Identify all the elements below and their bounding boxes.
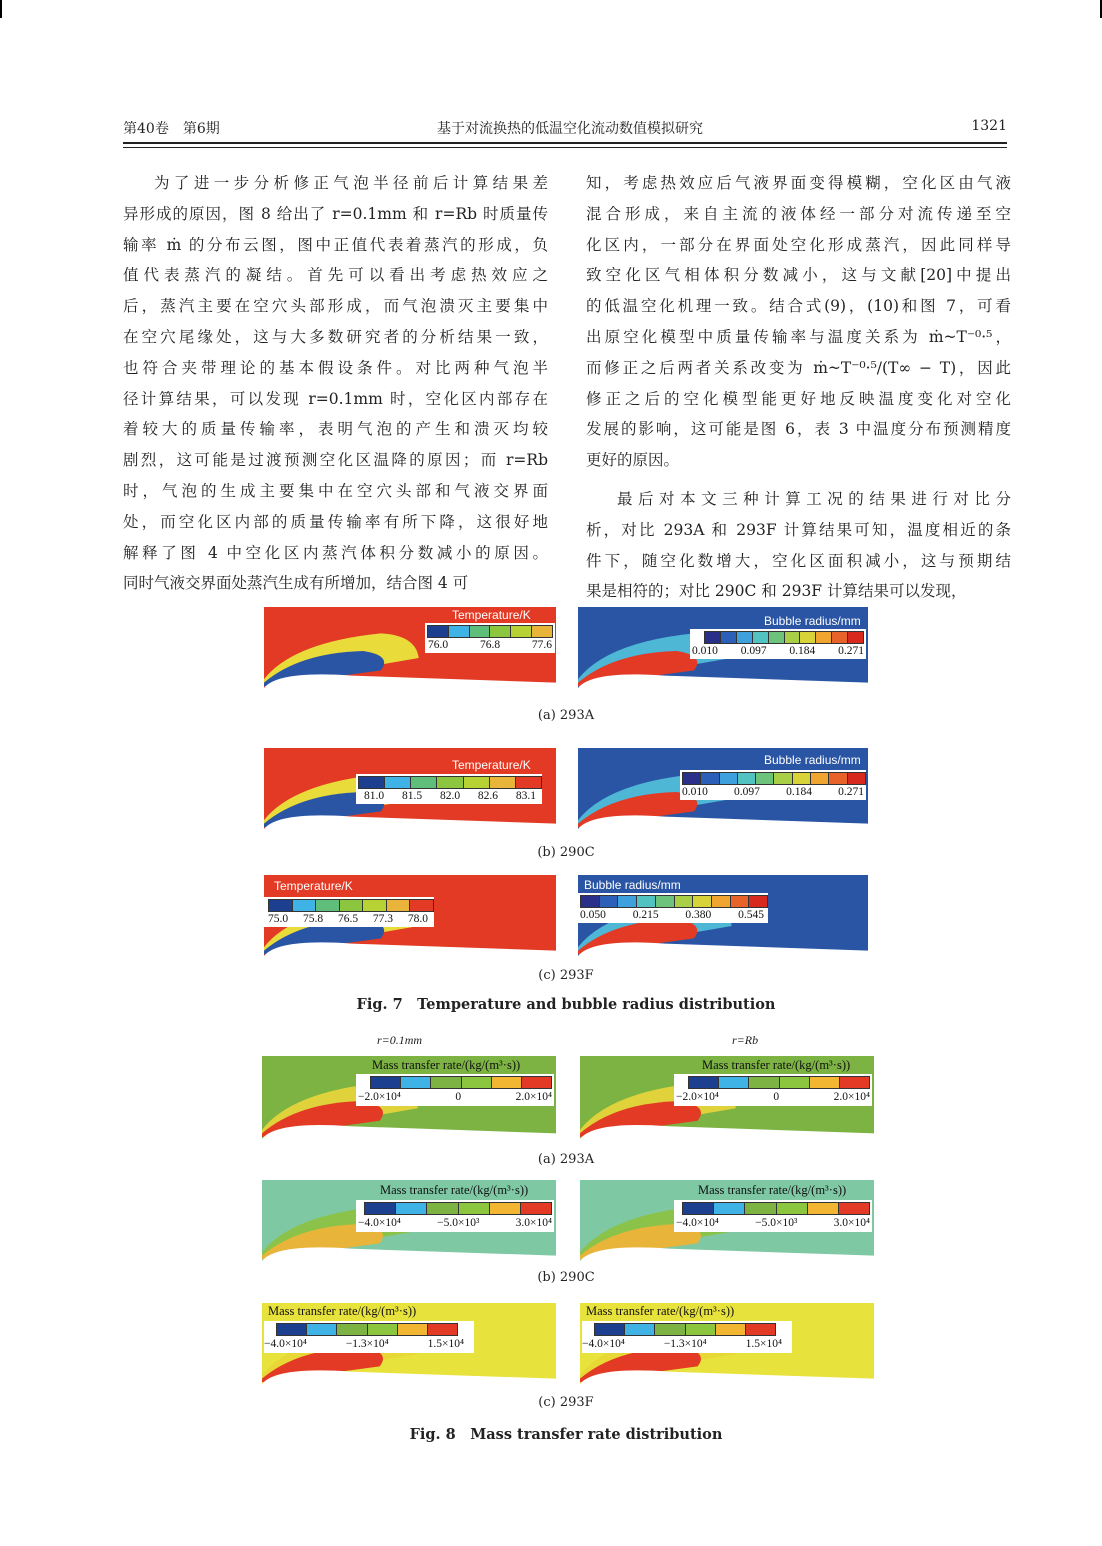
colorbar-tick-label: 77.3 — [372, 913, 394, 925]
colorbar-swatch — [532, 626, 552, 637]
colorbar-tick-label: 0.271 — [838, 786, 864, 798]
colorbar-tick-label: 0.184 — [786, 786, 812, 798]
body-right-column — [586, 168, 1011, 607]
text-line: 值代表蒸汽的凝结。首先可以看出考虑热效应之 — [123, 266, 548, 285]
text-line: 致空化区气相体积分数减小，这与文献[20]中提出 — [586, 266, 1011, 285]
colorbar-swatch — [307, 1324, 337, 1335]
colorbar-swatch — [780, 1077, 810, 1088]
colorbar-swatch — [738, 773, 756, 784]
colorbar-swatch — [737, 632, 753, 643]
text-line: 析，对比 293A 和 293F 计算结果可知，温度相近的条 — [586, 520, 1011, 539]
header-journal-issue: 第40卷 第6期 — [123, 121, 220, 137]
colorbar-tick-label: 77.6 — [531, 639, 552, 651]
colorbar-swatch — [637, 896, 656, 907]
colorbar-tick-label: 76.5 — [337, 913, 359, 925]
text-line: 在空穴尾缘处，这与大多数研究者的分析结果一致， — [123, 327, 548, 346]
colorbar-swatch — [269, 900, 293, 911]
colorbar-swatch — [774, 773, 792, 784]
colorbar-swatch — [675, 896, 694, 907]
colorbar-swatch — [396, 1203, 427, 1214]
text-line: 异形成的原因，图 8 给出了 r=0.1mm 和 r=Rb 时质量传 — [123, 204, 548, 223]
colorbar-swatch — [655, 1324, 685, 1335]
colorbar-swatch — [714, 1203, 745, 1214]
legend-title: Temperature/K — [452, 758, 531, 772]
colorbar-tick-label: 0.545 — [738, 909, 764, 921]
header-rule — [123, 142, 1007, 144]
legend-title: Mass transfer rate/(kg/(m³·s)) — [372, 1058, 521, 1072]
colorbar-tick-label: −2.0×10⁴ — [676, 1091, 719, 1103]
colorbar-swatch — [427, 1203, 458, 1214]
colorbar-swatch — [689, 1077, 719, 1088]
colorbar-swatch — [359, 777, 385, 788]
subfigure-caption: (a) 293A — [537, 1152, 595, 1167]
colorbar-tick-label: 82.6 — [477, 790, 499, 802]
colorbar-swatch — [816, 632, 832, 643]
colorbar-legend — [674, 1200, 872, 1232]
legend-title: Bubble radius/mm — [764, 753, 861, 767]
colorbar-swatch — [385, 777, 411, 788]
colorbar-swatch — [705, 632, 721, 643]
colorbar-legend — [425, 623, 555, 653]
colorbar-tick-label: −1.3×10⁴ — [663, 1338, 707, 1350]
colorbar-swatch — [293, 900, 317, 911]
text-line: 最后对本文三种计算工况的结果进行对比分 — [617, 489, 1011, 508]
colorbar-swatch — [522, 1077, 551, 1088]
colorbar-ticks — [580, 909, 764, 921]
colorbar — [682, 1202, 870, 1215]
colorbar-legend — [674, 1074, 872, 1106]
text-line: 而修正之后两者关系改变为 ṁ~T⁻⁰·⁵/(T∞ − T)，因此 — [586, 358, 1011, 377]
body-left-column — [123, 168, 548, 599]
colorbar-tick-label: 81.0 — [364, 790, 385, 802]
text-line: 解释了图 4 中空化区内蒸汽体积分数减小的原因。 — [123, 543, 548, 562]
colorbar-swatch — [810, 1077, 840, 1088]
colorbar-tick-label: −2.0×10⁴ — [358, 1091, 401, 1103]
colorbar-swatch — [777, 1203, 808, 1214]
colorbar-swatch — [716, 1324, 746, 1335]
colorbar-ticks — [692, 645, 864, 657]
colorbar-legend — [356, 1200, 554, 1232]
colorbar-swatch — [340, 900, 364, 911]
colorbar-swatch — [719, 1077, 749, 1088]
text-line: 知，考虑热效应后气液界面变得模糊，空化区由气液 — [586, 174, 1011, 192]
colorbar — [370, 1076, 552, 1089]
text-line: 化区内，一部分在界面处空化形成蒸汽，因此同样导 — [586, 235, 1011, 254]
colorbar-swatch — [516, 777, 541, 788]
colorbar — [358, 776, 542, 789]
legend-title: Mass transfer rate/(kg/(m³·s)) — [268, 1304, 417, 1318]
colorbar-swatch — [521, 1203, 551, 1214]
colorbar-swatch — [490, 626, 511, 637]
colorbar-tick-label: 81.5 — [401, 790, 423, 802]
text-line: 为了进一步分析修正气泡半径前后计算结果差 — [154, 174, 548, 192]
colorbar-swatch — [832, 632, 848, 643]
colorbar-swatch — [462, 1077, 492, 1088]
colorbar-swatch — [600, 896, 619, 907]
colorbar-swatch — [793, 773, 811, 784]
legend-title: Bubble radius/mm — [584, 878, 681, 892]
colorbar-tick-label: 83.1 — [515, 790, 536, 802]
colorbar — [688, 1076, 870, 1089]
colorbar-tick-label: 78.0 — [407, 913, 428, 925]
colorbar-legend — [356, 774, 542, 804]
colorbar-swatch — [363, 900, 387, 911]
text-line: 的低温空化机理一致。结合式(9)，(10)和图 7，可看 — [586, 297, 1011, 316]
colorbar-ticks — [676, 1091, 870, 1103]
crop-mark — [0, 0, 2, 18]
colorbar-swatch — [511, 626, 532, 637]
colorbar-tick-label: −4.0×10⁴ — [358, 1217, 401, 1229]
colorbar-tick-label: −1.3×10⁴ — [345, 1338, 389, 1350]
colorbar-swatch — [464, 777, 490, 788]
colorbar-swatch — [410, 900, 433, 911]
subfigure-caption: (a) 293A — [537, 708, 595, 723]
colorbar-swatch — [277, 1324, 307, 1335]
subfigure-caption: (c) 293F — [538, 968, 594, 983]
colorbar-legend — [582, 1321, 792, 1353]
colorbar-swatch — [581, 896, 600, 907]
colorbar-tick-label: 0.050 — [580, 909, 606, 921]
colorbar-legend — [264, 1321, 474, 1353]
legend-title: Bubble radius/mm — [764, 614, 861, 628]
colorbar-tick-label: 2.0×10⁴ — [515, 1091, 552, 1103]
figure-8-caption: Fig. 8 Mass transfer rate distribution — [409, 1426, 723, 1443]
colorbar-tick-label: 1.5×10⁴ — [745, 1338, 782, 1350]
colorbar-ticks — [682, 786, 864, 798]
text-line: 处，而空化区内部的质量传输率有所下降，这很好地 — [123, 512, 548, 531]
colorbar-swatch — [618, 896, 637, 907]
colorbar — [594, 1323, 776, 1336]
colorbar-swatch — [746, 1324, 775, 1335]
colorbar-swatch — [398, 1324, 428, 1335]
colorbar-legend — [578, 893, 768, 923]
colorbar-swatch — [470, 626, 491, 637]
colorbar — [427, 625, 553, 638]
colorbar-tick-label: 1.5×10⁴ — [427, 1338, 464, 1350]
colorbar-swatch — [316, 900, 340, 911]
legend-title: Mass transfer rate/(kg/(m³·s)) — [380, 1183, 529, 1197]
colorbar-swatch — [371, 1077, 401, 1088]
text-line: 输率 ṁ 的分布云图，图中正值代表着蒸汽的形成，负 — [123, 235, 548, 254]
colorbar-swatch — [365, 1203, 396, 1214]
colorbar-tick-label: 3.0×10⁴ — [515, 1217, 552, 1229]
colorbar — [268, 899, 434, 912]
colorbar-ticks — [264, 1338, 464, 1350]
colorbar-tick-label: 0.097 — [740, 645, 767, 657]
colorbar-swatch — [368, 1324, 398, 1335]
colorbar-swatch — [749, 896, 767, 907]
subfigure-caption: (c) 293F — [538, 1395, 594, 1410]
colorbar-tick-label: 76.0 — [428, 639, 449, 651]
colorbar-swatch — [683, 1203, 714, 1214]
colorbar-tick-label: 0.271 — [838, 645, 864, 657]
colorbar-swatch — [459, 1203, 490, 1214]
figure-7-caption: Fig. 7 Temperature and bubble radius distribution — [356, 996, 776, 1013]
text-line: 径计算结果，可以发现 r=0.1mm 时，空化区内部存在 — [123, 389, 548, 408]
colorbar-swatch — [756, 773, 774, 784]
colorbar-swatch — [808, 1203, 839, 1214]
legend-title: Mass transfer rate/(kg/(m³·s)) — [586, 1304, 735, 1318]
legend-title: Mass transfer rate/(kg/(m³·s)) — [702, 1058, 851, 1072]
colorbar-ticks — [358, 1217, 552, 1229]
colorbar-swatch — [337, 1324, 367, 1335]
colorbar-swatch — [449, 626, 470, 637]
text-line: 时，气泡的生成主要集中在空穴头部和气液交界面 — [123, 481, 548, 500]
colorbar-swatch — [840, 1077, 869, 1088]
colorbar-swatch — [848, 773, 865, 784]
colorbar — [580, 895, 768, 908]
colorbar-ticks — [582, 1338, 782, 1350]
colorbar-legend — [356, 1074, 554, 1106]
colorbar-swatch — [411, 777, 437, 788]
colorbar — [276, 1323, 458, 1336]
colorbar-tick-label: −4.0×10⁴ — [264, 1338, 307, 1350]
colorbar-swatch — [769, 632, 785, 643]
subfigure-caption: (b) 290C — [537, 1270, 595, 1285]
colorbar-ticks — [358, 1091, 552, 1103]
colorbar-swatch — [625, 1324, 655, 1335]
legend-title: Mass transfer rate/(kg/(m³·s)) — [698, 1183, 847, 1197]
colorbar-swatch — [829, 773, 847, 784]
colorbar-tick-label: −4.0×10⁴ — [676, 1217, 719, 1229]
colorbar-swatch — [745, 1203, 776, 1214]
text-line: 修正之后的空化模型能更好地反映温度变化对空化 — [586, 389, 1011, 408]
colorbar-tick-label: 0 — [773, 1091, 780, 1103]
text-line: 剧烈，这可能是过渡预测空化区温降的原因；而 r=Rb — [123, 451, 548, 470]
colorbar-legend — [690, 629, 866, 659]
colorbar-swatch — [839, 1203, 869, 1214]
fig8-column-label-left: r=0.1mm — [377, 1033, 423, 1047]
colorbar-swatch — [686, 1324, 716, 1335]
colorbar-swatch — [693, 896, 712, 907]
colorbar-swatch — [720, 773, 738, 784]
colorbar-legend — [264, 897, 434, 927]
colorbar-tick-label: 2.0×10⁴ — [833, 1091, 870, 1103]
colorbar-tick-label: 0.010 — [692, 645, 718, 657]
colorbar-legend — [680, 770, 866, 800]
text-line: 着较大的质量传输率，表明气泡的产生和溃灭均较 — [123, 420, 548, 439]
colorbar-swatch — [595, 1324, 625, 1335]
colorbar-tick-label: 0.215 — [632, 909, 659, 921]
text-line: 发展的影响，这可能是图 6，表 3 中温度分布预测精度 — [586, 420, 1011, 439]
colorbar-tick-label: 82.0 — [439, 790, 461, 802]
colorbar-swatch — [683, 773, 701, 784]
text-line: 混合形成，来自主流的液体经一部分对流传递至空 — [586, 204, 1011, 223]
colorbar-ticks — [676, 1217, 870, 1229]
colorbar-tick-label: 0.010 — [682, 786, 708, 798]
colorbar-swatch — [712, 896, 731, 907]
colorbar-swatch — [387, 900, 411, 911]
header-title: 基于对流换热的低温空化流动数值模拟研究 — [437, 121, 703, 137]
colorbar-tick-label: −4.0×10⁴ — [582, 1338, 625, 1350]
text-line: 果是相符的；对比 290C 和 293F 计算结果可以发现， — [586, 582, 967, 601]
text-line: 也符合夹带理论的基本假设条件。对比两种气泡半 — [123, 358, 548, 377]
colorbar — [364, 1202, 552, 1215]
page-number: 1321 — [971, 118, 1007, 134]
colorbar-swatch — [656, 896, 675, 907]
text-line: 后，蒸汽主要在空穴头部形成，而气泡溃灭主要集中 — [123, 297, 548, 316]
colorbar-tick-label: 75.8 — [302, 913, 324, 925]
colorbar-swatch — [753, 632, 769, 643]
colorbar-swatch — [401, 1077, 431, 1088]
text-line: 出原空化模型中质量传输率与温度关系为 ṁ~T⁻⁰·⁵， — [586, 327, 1011, 346]
colorbar-swatch — [428, 1324, 457, 1335]
colorbar-tick-label: −5.0×10³ — [755, 1217, 798, 1229]
text-line: 同时气液交界面处蒸汽生成有所增加，结合图 4 可 — [123, 574, 469, 593]
colorbar-swatch — [428, 626, 449, 637]
legend-title: Temperature/K — [452, 608, 531, 622]
colorbar-swatch — [431, 1077, 461, 1088]
colorbar-tick-label: 0 — [455, 1091, 462, 1103]
colorbar-tick-label: −5.0×10³ — [437, 1217, 480, 1229]
colorbar-swatch — [848, 632, 863, 643]
colorbar-tick-label: 0.184 — [789, 645, 816, 657]
colorbar-tick-label: 0.380 — [685, 909, 712, 921]
subfigure-caption: (b) 290C — [537, 845, 595, 860]
colorbar-swatch — [490, 777, 516, 788]
colorbar-tick-label: 3.0×10⁴ — [833, 1217, 870, 1229]
fig8-column-label-right: r=Rb — [732, 1033, 759, 1047]
colorbar-swatch — [785, 632, 801, 643]
colorbar-swatch — [749, 1077, 779, 1088]
colorbar-tick-label: 0.097 — [734, 786, 760, 798]
colorbar-ticks — [364, 790, 536, 802]
colorbar-swatch — [437, 777, 463, 788]
text-line: 件下，随空化数增大，空化区面积减小，这与预期结 — [586, 551, 1011, 570]
colorbar-swatch — [731, 896, 750, 907]
legend-title: Temperature/K — [274, 879, 353, 893]
colorbar-tick-label: 76.8 — [479, 639, 501, 651]
colorbar-swatch — [492, 1077, 522, 1088]
header-rule-thin — [123, 147, 1007, 148]
text-line: 更好的原因。 — [586, 451, 680, 470]
colorbar-swatch — [800, 632, 816, 643]
colorbar-ticks — [268, 913, 428, 925]
colorbar-ticks — [428, 639, 552, 651]
colorbar — [704, 631, 864, 644]
colorbar-tick-label: 75.0 — [268, 913, 289, 925]
colorbar-swatch — [701, 773, 719, 784]
colorbar-swatch — [490, 1203, 521, 1214]
colorbar-swatch — [721, 632, 737, 643]
colorbar — [682, 772, 866, 785]
colorbar-swatch — [811, 773, 829, 784]
